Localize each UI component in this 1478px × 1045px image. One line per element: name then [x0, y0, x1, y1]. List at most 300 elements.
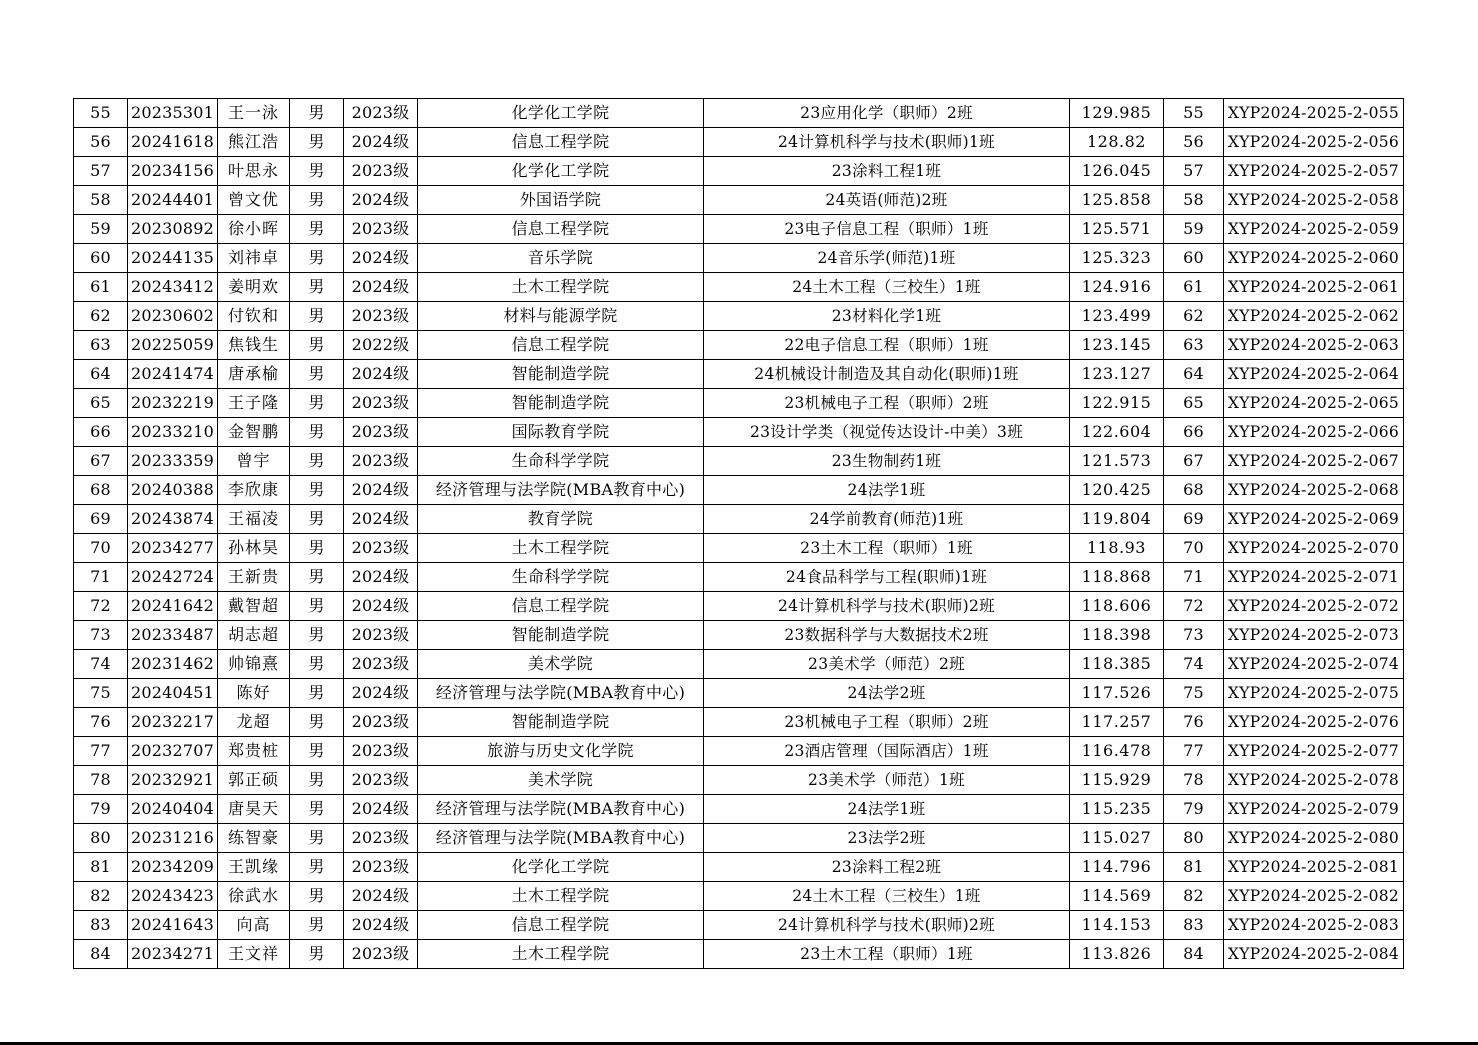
certificate-number-cell: XYP2024-2025-2-082	[1224, 882, 1404, 911]
grade-cell: 2023级	[344, 215, 418, 244]
rank-cell: 68	[1164, 476, 1224, 505]
class-cell: 24土木工程（三校生）1班	[704, 882, 1070, 911]
table-row	[74, 186, 1404, 215]
name-cell: 胡志超	[218, 621, 290, 650]
rank-cell: 72	[1164, 592, 1224, 621]
student-id-cell: 20243423	[128, 882, 218, 911]
student-id-cell: 20241643	[128, 911, 218, 940]
rank-cell: 79	[1164, 795, 1224, 824]
college-cell: 土木工程学院	[418, 940, 704, 969]
gender-cell: 男	[290, 99, 344, 128]
seq-cell: 72	[74, 592, 128, 621]
certificate-number-cell: XYP2024-2025-2-076	[1224, 708, 1404, 737]
name-cell: 帅锦熹	[218, 650, 290, 679]
score-cell: 123.127	[1070, 360, 1164, 389]
rank-cell: 60	[1164, 244, 1224, 273]
name-cell: 王福凌	[218, 505, 290, 534]
college-cell: 经济管理与法学院(MBA教育中心)	[418, 795, 704, 824]
table-row	[74, 911, 1404, 940]
grade-cell: 2023级	[344, 99, 418, 128]
score-cell: 128.82	[1070, 128, 1164, 157]
student-id-cell: 20234156	[128, 157, 218, 186]
name-cell: 练智豪	[218, 824, 290, 853]
rank-cell: 69	[1164, 505, 1224, 534]
rank-cell: 75	[1164, 679, 1224, 708]
rank-cell: 77	[1164, 737, 1224, 766]
table-row	[74, 302, 1404, 331]
college-cell: 土木工程学院	[418, 882, 704, 911]
college-cell: 材料与能源学院	[418, 302, 704, 331]
rank-cell: 76	[1164, 708, 1224, 737]
certificate-number-cell: XYP2024-2025-2-059	[1224, 215, 1404, 244]
class-cell: 24土木工程（三校生）1班	[704, 273, 1070, 302]
seq-cell: 78	[74, 766, 128, 795]
student-id-cell: 20234271	[128, 940, 218, 969]
score-cell: 114.796	[1070, 853, 1164, 882]
grade-cell: 2023级	[344, 302, 418, 331]
score-cell: 125.858	[1070, 186, 1164, 215]
student-id-cell: 20232219	[128, 389, 218, 418]
gender-cell: 男	[290, 882, 344, 911]
rank-cell: 80	[1164, 824, 1224, 853]
gender-cell: 男	[290, 911, 344, 940]
grade-cell: 2024级	[344, 505, 418, 534]
seq-cell: 84	[74, 940, 128, 969]
table-row	[74, 215, 1404, 244]
score-cell: 117.526	[1070, 679, 1164, 708]
certificate-number-cell: XYP2024-2025-2-071	[1224, 563, 1404, 592]
name-cell: 曾文优	[218, 186, 290, 215]
table-row	[74, 447, 1404, 476]
student-id-cell: 20232707	[128, 737, 218, 766]
name-cell: 唐昊天	[218, 795, 290, 824]
name-cell: 戴智超	[218, 592, 290, 621]
certificate-number-cell: XYP2024-2025-2-079	[1224, 795, 1404, 824]
class-cell: 24法学1班	[704, 795, 1070, 824]
certificate-number-cell: XYP2024-2025-2-083	[1224, 911, 1404, 940]
class-cell: 24计算机科学与技术(职师)2班	[704, 592, 1070, 621]
table-row	[74, 273, 1404, 302]
rank-cell: 62	[1164, 302, 1224, 331]
seq-cell: 75	[74, 679, 128, 708]
student-id-cell: 20243412	[128, 273, 218, 302]
score-cell: 120.425	[1070, 476, 1164, 505]
student-id-cell: 20231462	[128, 650, 218, 679]
grade-cell: 2023级	[344, 621, 418, 650]
student-id-cell: 20232217	[128, 708, 218, 737]
score-cell: 114.569	[1070, 882, 1164, 911]
certificate-number-cell: XYP2024-2025-2-061	[1224, 273, 1404, 302]
grade-cell: 2023级	[344, 534, 418, 563]
class-cell: 23法学2班	[704, 824, 1070, 853]
seq-cell: 65	[74, 389, 128, 418]
class-cell: 24学前教育(师范)1班	[704, 505, 1070, 534]
name-cell: 王凯缘	[218, 853, 290, 882]
student-id-cell: 20241474	[128, 360, 218, 389]
table-row	[74, 157, 1404, 186]
name-cell: 王子隆	[218, 389, 290, 418]
rank-cell: 83	[1164, 911, 1224, 940]
student-id-cell: 20232921	[128, 766, 218, 795]
name-cell: 陈好	[218, 679, 290, 708]
name-cell: 姜明欢	[218, 273, 290, 302]
college-cell: 智能制造学院	[418, 389, 704, 418]
college-cell: 生命科学学院	[418, 563, 704, 592]
student-ranking-table	[73, 98, 1404, 969]
gender-cell: 男	[290, 505, 344, 534]
rank-cell: 63	[1164, 331, 1224, 360]
class-cell: 23生物制药1班	[704, 447, 1070, 476]
class-cell: 24法学2班	[704, 679, 1070, 708]
grade-cell: 2023级	[344, 157, 418, 186]
certificate-number-cell: XYP2024-2025-2-084	[1224, 940, 1404, 969]
student-id-cell: 20230602	[128, 302, 218, 331]
gender-cell: 男	[290, 215, 344, 244]
name-cell: 徐小晖	[218, 215, 290, 244]
college-cell: 经济管理与法学院(MBA教育中心)	[418, 824, 704, 853]
name-cell: 徐武水	[218, 882, 290, 911]
table-row	[74, 534, 1404, 563]
score-cell: 118.93	[1070, 534, 1164, 563]
table-row	[74, 418, 1404, 447]
certificate-number-cell: XYP2024-2025-2-068	[1224, 476, 1404, 505]
certificate-number-cell: XYP2024-2025-2-062	[1224, 302, 1404, 331]
class-cell: 23机械电子工程（职师）2班	[704, 708, 1070, 737]
student-id-cell: 20234277	[128, 534, 218, 563]
certificate-number-cell: XYP2024-2025-2-075	[1224, 679, 1404, 708]
certificate-number-cell: XYP2024-2025-2-074	[1224, 650, 1404, 679]
certificate-number-cell: XYP2024-2025-2-073	[1224, 621, 1404, 650]
certificate-number-cell: XYP2024-2025-2-077	[1224, 737, 1404, 766]
rank-cell: 55	[1164, 99, 1224, 128]
college-cell: 信息工程学院	[418, 128, 704, 157]
rank-cell: 81	[1164, 853, 1224, 882]
seq-cell: 62	[74, 302, 128, 331]
grade-cell: 2023级	[344, 708, 418, 737]
score-cell: 117.257	[1070, 708, 1164, 737]
grade-cell: 2023级	[344, 650, 418, 679]
table-row	[74, 824, 1404, 853]
student-id-cell: 20244135	[128, 244, 218, 273]
college-cell: 教育学院	[418, 505, 704, 534]
rank-cell: 84	[1164, 940, 1224, 969]
student-id-cell: 20240404	[128, 795, 218, 824]
student-id-cell: 20234209	[128, 853, 218, 882]
gender-cell: 男	[290, 273, 344, 302]
rank-cell: 61	[1164, 273, 1224, 302]
name-cell: 王文祥	[218, 940, 290, 969]
gender-cell: 男	[290, 853, 344, 882]
grade-cell: 2023级	[344, 418, 418, 447]
class-cell: 24法学1班	[704, 476, 1070, 505]
certificate-number-cell: XYP2024-2025-2-064	[1224, 360, 1404, 389]
gender-cell: 男	[290, 360, 344, 389]
class-cell: 23应用化学（职师）2班	[704, 99, 1070, 128]
student-id-cell: 20240451	[128, 679, 218, 708]
seq-cell: 61	[74, 273, 128, 302]
class-cell: 23材料化学1班	[704, 302, 1070, 331]
certificate-number-cell: XYP2024-2025-2-065	[1224, 389, 1404, 418]
seq-cell: 80	[74, 824, 128, 853]
class-cell: 22电子信息工程（职师）1班	[704, 331, 1070, 360]
class-cell: 23酒店管理（国际酒店）1班	[704, 737, 1070, 766]
table-row	[74, 621, 1404, 650]
grade-cell: 2024级	[344, 186, 418, 215]
class-cell: 23美术学（师范）2班	[704, 650, 1070, 679]
grade-cell: 2024级	[344, 476, 418, 505]
class-cell: 24食品科学与工程(职师)1班	[704, 563, 1070, 592]
student-id-cell: 20242724	[128, 563, 218, 592]
table-row	[74, 389, 1404, 418]
table-row	[74, 766, 1404, 795]
college-cell: 旅游与历史文化学院	[418, 737, 704, 766]
certificate-number-cell: XYP2024-2025-2-069	[1224, 505, 1404, 534]
certificate-number-cell: XYP2024-2025-2-078	[1224, 766, 1404, 795]
seq-cell: 56	[74, 128, 128, 157]
score-cell: 119.804	[1070, 505, 1164, 534]
rank-cell: 56	[1164, 128, 1224, 157]
grade-cell: 2024级	[344, 795, 418, 824]
name-cell: 郑贵桩	[218, 737, 290, 766]
seq-cell: 77	[74, 737, 128, 766]
table-row	[74, 331, 1404, 360]
certificate-number-cell: XYP2024-2025-2-081	[1224, 853, 1404, 882]
score-cell: 114.153	[1070, 911, 1164, 940]
rank-cell: 70	[1164, 534, 1224, 563]
name-cell: 付钦和	[218, 302, 290, 331]
class-cell: 24计算机科学与技术(职师)2班	[704, 911, 1070, 940]
gender-cell: 男	[290, 476, 344, 505]
college-cell: 国际教育学院	[418, 418, 704, 447]
seq-cell: 82	[74, 882, 128, 911]
certificate-number-cell: XYP2024-2025-2-066	[1224, 418, 1404, 447]
seq-cell: 69	[74, 505, 128, 534]
grade-cell: 2024级	[344, 360, 418, 389]
grade-cell: 2023级	[344, 824, 418, 853]
gender-cell: 男	[290, 447, 344, 476]
college-cell: 土木工程学院	[418, 534, 704, 563]
student-id-cell: 20241618	[128, 128, 218, 157]
table-row	[74, 650, 1404, 679]
grade-cell: 2024级	[344, 128, 418, 157]
student-id-cell: 20233487	[128, 621, 218, 650]
rank-cell: 74	[1164, 650, 1224, 679]
rank-cell: 59	[1164, 215, 1224, 244]
gender-cell: 男	[290, 737, 344, 766]
table-row	[74, 360, 1404, 389]
student-id-cell: 20243874	[128, 505, 218, 534]
score-cell: 129.985	[1070, 99, 1164, 128]
gender-cell: 男	[290, 708, 344, 737]
seq-cell: 68	[74, 476, 128, 505]
gender-cell: 男	[290, 244, 344, 273]
college-cell: 生命科学学院	[418, 447, 704, 476]
certificate-number-cell: XYP2024-2025-2-058	[1224, 186, 1404, 215]
college-cell: 外国语学院	[418, 186, 704, 215]
grade-cell: 2024级	[344, 273, 418, 302]
table-row	[74, 737, 1404, 766]
class-cell: 23涂料工程2班	[704, 853, 1070, 882]
class-cell: 23电子信息工程（职师）1班	[704, 215, 1070, 244]
score-cell: 121.573	[1070, 447, 1164, 476]
gender-cell: 男	[290, 389, 344, 418]
grade-cell: 2024级	[344, 911, 418, 940]
rank-cell: 65	[1164, 389, 1224, 418]
grade-cell: 2023级	[344, 389, 418, 418]
score-cell: 123.145	[1070, 331, 1164, 360]
rank-cell: 58	[1164, 186, 1224, 215]
seq-cell: 59	[74, 215, 128, 244]
name-cell: 李欣康	[218, 476, 290, 505]
certificate-number-cell: XYP2024-2025-2-072	[1224, 592, 1404, 621]
seq-cell: 79	[74, 795, 128, 824]
seq-cell: 58	[74, 186, 128, 215]
college-cell: 土木工程学院	[418, 273, 704, 302]
score-cell: 113.826	[1070, 940, 1164, 969]
seq-cell: 74	[74, 650, 128, 679]
name-cell: 熊江浩	[218, 128, 290, 157]
name-cell: 叶思永	[218, 157, 290, 186]
class-cell: 23机械电子工程（职师）2班	[704, 389, 1070, 418]
name-cell: 王一泳	[218, 99, 290, 128]
college-cell: 经济管理与法学院(MBA教育中心)	[418, 476, 704, 505]
grade-cell: 2024级	[344, 592, 418, 621]
grade-cell: 2023级	[344, 447, 418, 476]
student-id-cell: 20240388	[128, 476, 218, 505]
score-cell: 118.606	[1070, 592, 1164, 621]
certificate-number-cell: XYP2024-2025-2-060	[1224, 244, 1404, 273]
certificate-number-cell: XYP2024-2025-2-070	[1224, 534, 1404, 563]
score-cell: 124.916	[1070, 273, 1164, 302]
seq-cell: 64	[74, 360, 128, 389]
table-row	[74, 882, 1404, 911]
seq-cell: 55	[74, 99, 128, 128]
seq-cell: 63	[74, 331, 128, 360]
score-cell: 123.499	[1070, 302, 1164, 331]
score-cell: 115.027	[1070, 824, 1164, 853]
seq-cell: 76	[74, 708, 128, 737]
score-cell: 116.478	[1070, 737, 1164, 766]
table-row	[74, 476, 1404, 505]
seq-cell: 60	[74, 244, 128, 273]
name-cell: 孙林昊	[218, 534, 290, 563]
name-cell: 龙超	[218, 708, 290, 737]
certificate-number-cell: XYP2024-2025-2-056	[1224, 128, 1404, 157]
name-cell: 曾宇	[218, 447, 290, 476]
gender-cell: 男	[290, 621, 344, 650]
gender-cell: 男	[290, 302, 344, 331]
grade-cell: 2024级	[344, 679, 418, 708]
table-row	[74, 99, 1404, 128]
class-cell: 23土木工程（职师）1班	[704, 534, 1070, 563]
certificate-number-cell: XYP2024-2025-2-057	[1224, 157, 1404, 186]
gender-cell: 男	[290, 534, 344, 563]
class-cell: 24英语(师范)2班	[704, 186, 1070, 215]
score-cell: 115.235	[1070, 795, 1164, 824]
seq-cell: 57	[74, 157, 128, 186]
rank-cell: 67	[1164, 447, 1224, 476]
rank-cell: 66	[1164, 418, 1224, 447]
rank-cell: 73	[1164, 621, 1224, 650]
score-cell: 122.604	[1070, 418, 1164, 447]
seq-cell: 70	[74, 534, 128, 563]
gender-cell: 男	[290, 679, 344, 708]
name-cell: 金智鹏	[218, 418, 290, 447]
college-cell: 化学化工学院	[418, 99, 704, 128]
college-cell: 智能制造学院	[418, 621, 704, 650]
certificate-number-cell: XYP2024-2025-2-067	[1224, 447, 1404, 476]
certificate-number-cell: XYP2024-2025-2-055	[1224, 99, 1404, 128]
college-cell: 经济管理与法学院(MBA教育中心)	[418, 679, 704, 708]
gender-cell: 男	[290, 650, 344, 679]
table-row	[74, 128, 1404, 157]
grade-cell: 2024级	[344, 244, 418, 273]
grade-cell: 2024级	[344, 563, 418, 592]
college-cell: 美术学院	[418, 766, 704, 795]
score-cell: 115.929	[1070, 766, 1164, 795]
seq-cell: 71	[74, 563, 128, 592]
rank-cell: 64	[1164, 360, 1224, 389]
gender-cell: 男	[290, 418, 344, 447]
college-cell: 信息工程学院	[418, 215, 704, 244]
college-cell: 美术学院	[418, 650, 704, 679]
score-cell: 125.571	[1070, 215, 1164, 244]
score-cell: 125.323	[1070, 244, 1164, 273]
student-id-cell: 20244401	[128, 186, 218, 215]
name-cell: 刘祎卓	[218, 244, 290, 273]
score-cell: 122.915	[1070, 389, 1164, 418]
certificate-number-cell: XYP2024-2025-2-080	[1224, 824, 1404, 853]
name-cell: 焦钱生	[218, 331, 290, 360]
table-row	[74, 244, 1404, 273]
student-id-cell: 20241642	[128, 592, 218, 621]
college-cell: 化学化工学院	[418, 853, 704, 882]
college-cell: 智能制造学院	[418, 360, 704, 389]
gender-cell: 男	[290, 766, 344, 795]
grade-cell: 2022级	[344, 331, 418, 360]
table-row	[74, 505, 1404, 534]
gender-cell: 男	[290, 128, 344, 157]
grade-cell: 2023级	[344, 737, 418, 766]
class-cell: 23数据科学与大数据技术2班	[704, 621, 1070, 650]
score-cell: 118.398	[1070, 621, 1164, 650]
class-cell: 23美术学（师范）1班	[704, 766, 1070, 795]
grade-cell: 2024级	[344, 882, 418, 911]
table-body	[74, 99, 1404, 969]
grade-cell: 2023级	[344, 940, 418, 969]
table-row	[74, 679, 1404, 708]
gender-cell: 男	[290, 157, 344, 186]
student-id-cell: 20225059	[128, 331, 218, 360]
gender-cell: 男	[290, 186, 344, 215]
class-cell: 24机械设计制造及其自动化(职师)1班	[704, 360, 1070, 389]
name-cell: 郭正硕	[218, 766, 290, 795]
table-row	[74, 853, 1404, 882]
gender-cell: 男	[290, 592, 344, 621]
seq-cell: 73	[74, 621, 128, 650]
table-row	[74, 592, 1404, 621]
name-cell: 向高	[218, 911, 290, 940]
table-row	[74, 563, 1404, 592]
rank-cell: 57	[1164, 157, 1224, 186]
rank-cell: 82	[1164, 882, 1224, 911]
table-row	[74, 708, 1404, 737]
score-cell: 118.868	[1070, 563, 1164, 592]
table-row	[74, 795, 1404, 824]
college-cell: 化学化工学院	[418, 157, 704, 186]
table-row	[74, 940, 1404, 969]
grade-cell: 2023级	[344, 853, 418, 882]
